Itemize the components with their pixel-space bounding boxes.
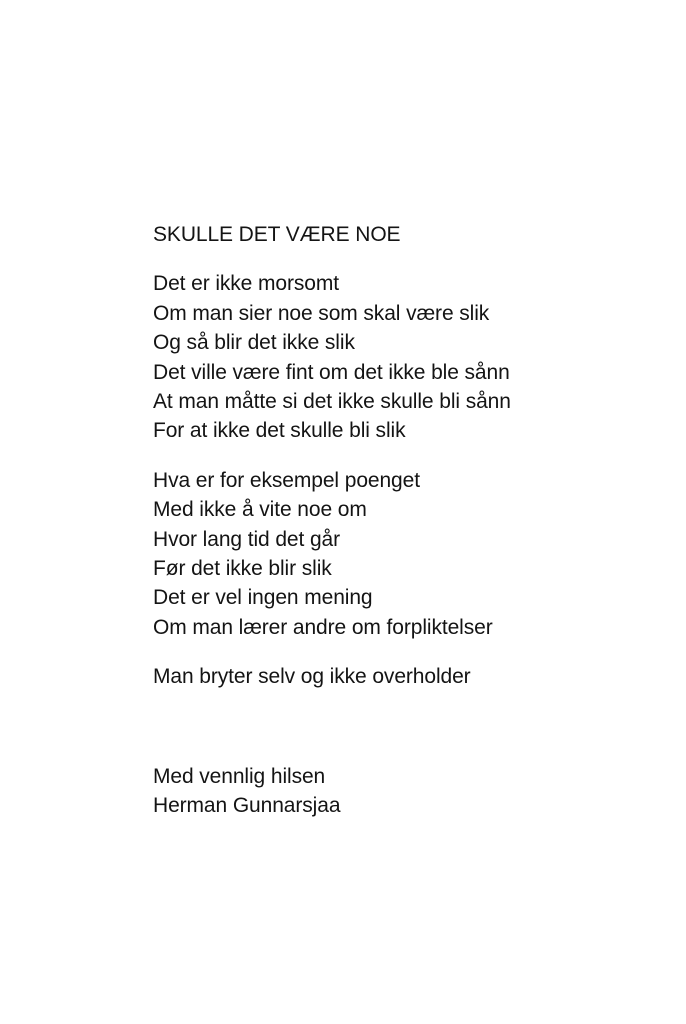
signature (153, 762, 653, 821)
poem-line: Det er ikke morsomt (153, 272, 339, 296)
poem-line: Om man sier noe som skal være slik (153, 301, 490, 325)
poem-line: Om man lærer andre om forpliktelser (153, 615, 493, 639)
poem-line: Før det ikke blir slik (153, 557, 332, 581)
poem-line: Og så blir det ikke slik (153, 331, 355, 355)
poem-line: Det ville være fint om det ikke ble sånn (153, 360, 510, 384)
stanza-3 (153, 662, 653, 691)
poem-line: For at ikke det skulle bli slik (153, 419, 406, 443)
poem-line: Det er vel ingen mening (153, 586, 373, 610)
signature-greeting: Med vennlig hilsen (153, 764, 326, 788)
poem-title: SKULLE DET VÆRE NOE (153, 223, 401, 246)
signature-name: Herman Gunnarsjaa (153, 794, 341, 818)
poem-line: Hva er for eksempel poenget (153, 468, 420, 492)
poem-line: Hvor lang tid det går (153, 527, 341, 551)
stanza-1 (153, 269, 653, 445)
poem-line: At man måtte si det ikke skulle bli sånn (153, 390, 511, 414)
poem (153, 220, 653, 821)
poem-line: Man bryter selv og ikke overholder (153, 665, 471, 689)
poem-line: Med ikke å vite noe om (153, 498, 367, 522)
stanza-2 (153, 466, 653, 642)
